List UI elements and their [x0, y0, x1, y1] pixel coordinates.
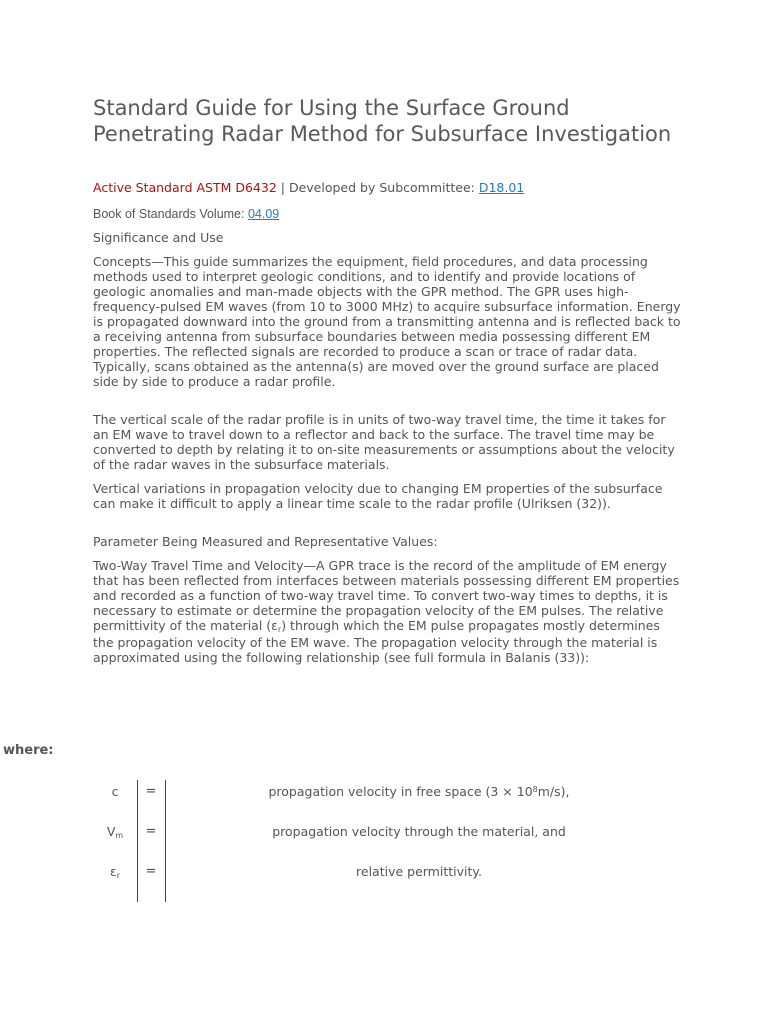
- book-volume-line: [93, 206, 279, 222]
- standard-info-line: [93, 180, 524, 196]
- definition-equals: =: [145, 864, 157, 879]
- table-divider-left: [137, 780, 138, 902]
- section-heading: Significance and Use: [93, 230, 224, 245]
- concepts-paragraph: Concepts—This guide summarizes the equipment, field procedures, and data processing methods used to interpret geologic conditions, and to identify and provide locations of geologic anomalies and man-made objects with the GPR method. The GPR uses high-frequency-pulsed EM waves (from 10 to 3000 MHz) to acquire subsurface information. Energy is propagated downward into the ground from a transmitting antenna and is reflected back to a receiving antenna from subsurface boundaries between media possessing different EM properties. The reflected signals are recorded to produce a scan or trace of radar data. Typically, scans obtained as the antenna(s) are moved over the ground surface are placed side by side to produce a radar profile.: [93, 254, 681, 389]
- definition-description: relative permittivity.: [356, 864, 482, 879]
- definition-description: propagation velocity through the material, and: [272, 824, 566, 839]
- definition-description: propagation velocity in free space $(3 \times 10^8m/s)$,: [268, 784, 570, 799]
- parameter-heading: Parameter Being Measured and Representative Values:: [93, 534, 438, 549]
- active-standard-label: Active Standard ASTM D6432: [93, 180, 277, 195]
- definition-symbol: c: [111, 784, 119, 799]
- developed-by-label: Developed by Subcommittee:: [288, 180, 479, 195]
- definition-equals: =: [145, 784, 157, 799]
- definitions-table: [93, 780, 683, 904]
- definition-equals: =: [145, 824, 157, 839]
- vertical-scale-paragraph: The vertical scale of the radar profile is in units of two-way travel time, the time it takes for an EM wave to travel down to a reflector and back to the surface. The travel time may be converted to depth by relating it to on-site measurements or assumptions about the velocity of the radar waves in the subsurface materials.: [93, 412, 675, 472]
- travel-time-paragraph: Two-Way Travel Time and Velocity—A GPR trace is the record of the amplitude of EM energy that has been reflected from interfaces between materials possessing different EM properties and recorded as a function of two-way travel time. To convert two-way times to depths, it is necessary to estimate or determine the propagation velocity of the EM pulses. The relative permittivity of the material $(\varepsilon_r)$ through which the EM pulse propagates mostly determines the propagation velocity of the EM wave. The propagation velocity through the material is approximated using the following relationship (see full formula in Balanis (33)):: [93, 558, 680, 665]
- definition-symbol: $\varepsilon_r$: [109, 864, 121, 880]
- separator: |: [276, 180, 289, 195]
- table-divider-right: [165, 780, 166, 902]
- velocity-variation-paragraph: Vertical variations in propagation velocity due to changing EM properties of the subsurface can make it difficult to apply a linear time scale to the radar profile (Ulriksen (32)).: [93, 481, 663, 511]
- book-volume-link[interactable]: 04.09: [247, 207, 280, 221]
- page-title: Standard Guide for Using the Surface Ground Penetrating Radar Method for Subsurface Investigation: [93, 96, 672, 146]
- subcommittee-link[interactable]: D18.01: [478, 180, 525, 195]
- definition-symbol: $V_m$: [106, 824, 124, 840]
- where-label: where:: [3, 743, 54, 758]
- book-volume-label: Book of Standards Volume:: [93, 207, 248, 221]
